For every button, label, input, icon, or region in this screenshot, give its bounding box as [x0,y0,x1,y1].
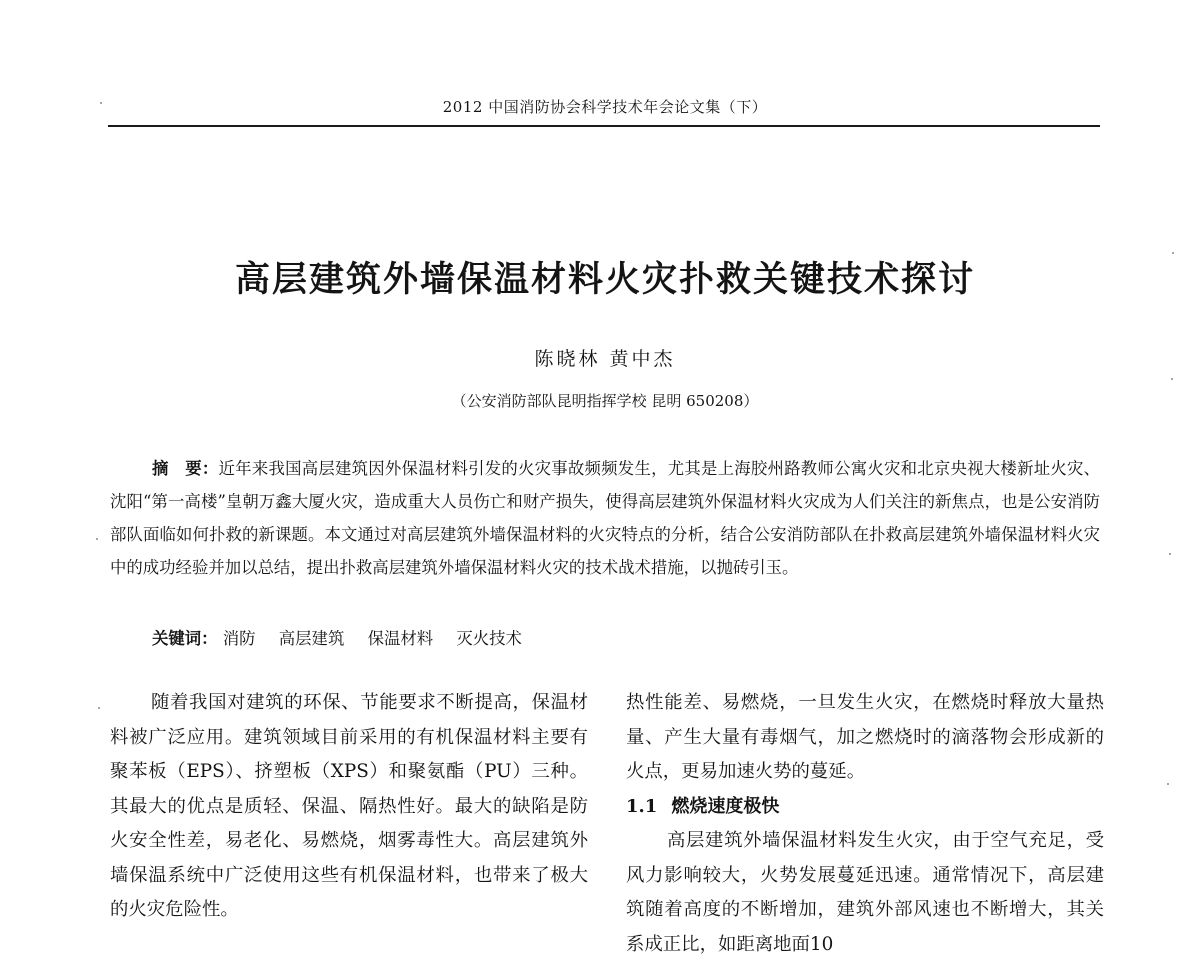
scan-speck [100,102,102,104]
scan-speck [1167,783,1169,785]
running-header: 2012 中国消防协会科学技术年会论文集（下） [442,98,768,116]
scan-speck [98,707,100,709]
scan-speck [1169,553,1171,555]
scan-speck [1171,378,1173,380]
abstract [110,452,1100,584]
header-rule [108,125,1100,127]
section-number: 1.1 [626,795,658,817]
keywords [152,624,1100,654]
section-heading [626,790,1104,825]
body-column-right [626,686,1104,955]
keyword-item: 高层建筑 [278,629,345,648]
abstract-label: 摘 要： [152,459,219,478]
body-paragraph: 高层建筑外墙保温材料发生火灾，由于空气充足，受风力影响较大，火势发展蔓延迅速。通常情况下，高层建筑随着高度的不断增加，建筑外部风速也不断增大，其关系成正比，如距离地面10 [626,830,1104,955]
body-column-left [110,686,588,941]
paper-title: 高层建筑外墙保温材料火灾扑救关键技术探讨 [234,259,975,300]
abstract-text: 近年来我国高层建筑因外保温材料引发的火灾事故频频发生，尤其是上海胶州路教师公寓火灾和北京央视大楼新址火灾、沈阳“第一高楼”皇朝万鑫大厦火灾，造成重大人员伤亡和财产损失，使得高层建筑外保温材料火灾成为人们关注的新焦点，也是公安消防部队面临如何扑救的新课题。本文通过对高层建筑外墙保温材料的火灾特点的分析，结合公安消防部队在扑救高层建筑外墙保温材料火灾中的成功经验并加以总结，提出扑救高层建筑外墙保温材料火灾的技术战术措施，以抛砖引玉。 [110,459,1101,577]
body-paragraph: 热性能差、易燃烧，一旦发生火灾，在燃烧时释放大量热量、产生大量有毒烟气，加之燃烧时的滴落物会形成新的火点，更易加速火势的蔓延。 [626,692,1104,782]
body-paragraph: 随着我国对建筑的环保、节能要求不断提高，保温材料被广泛应用。建筑领域目前采用的有机保温材料主要有聚苯板（EPS）、挤塑板（XPS）和聚氨酯（PU）三种。其最大的优点是质轻、保温、隔热性好。最大的缺陷是防火安全性差，易老化、易燃烧，烟雾毒性大。高层建筑外墙保温系统中广泛使用这些有机保温材料，也带来了极大的火灾危险性。 [110,692,588,920]
section-title: 燃烧速度极快 [671,795,780,817]
scan-speck [1172,252,1174,254]
affiliation: （公安消防部队昆明指挥学校 昆明 650208） [451,392,759,410]
keywords-label: 关键词： [152,629,218,648]
keyword-item: 灭火技术 [456,629,522,648]
keyword-item: 消防 [222,629,256,648]
authors: 陈晓林 黄中杰 [534,348,676,370]
scan-speck [96,538,98,540]
keyword-item: 保温材料 [367,629,434,648]
